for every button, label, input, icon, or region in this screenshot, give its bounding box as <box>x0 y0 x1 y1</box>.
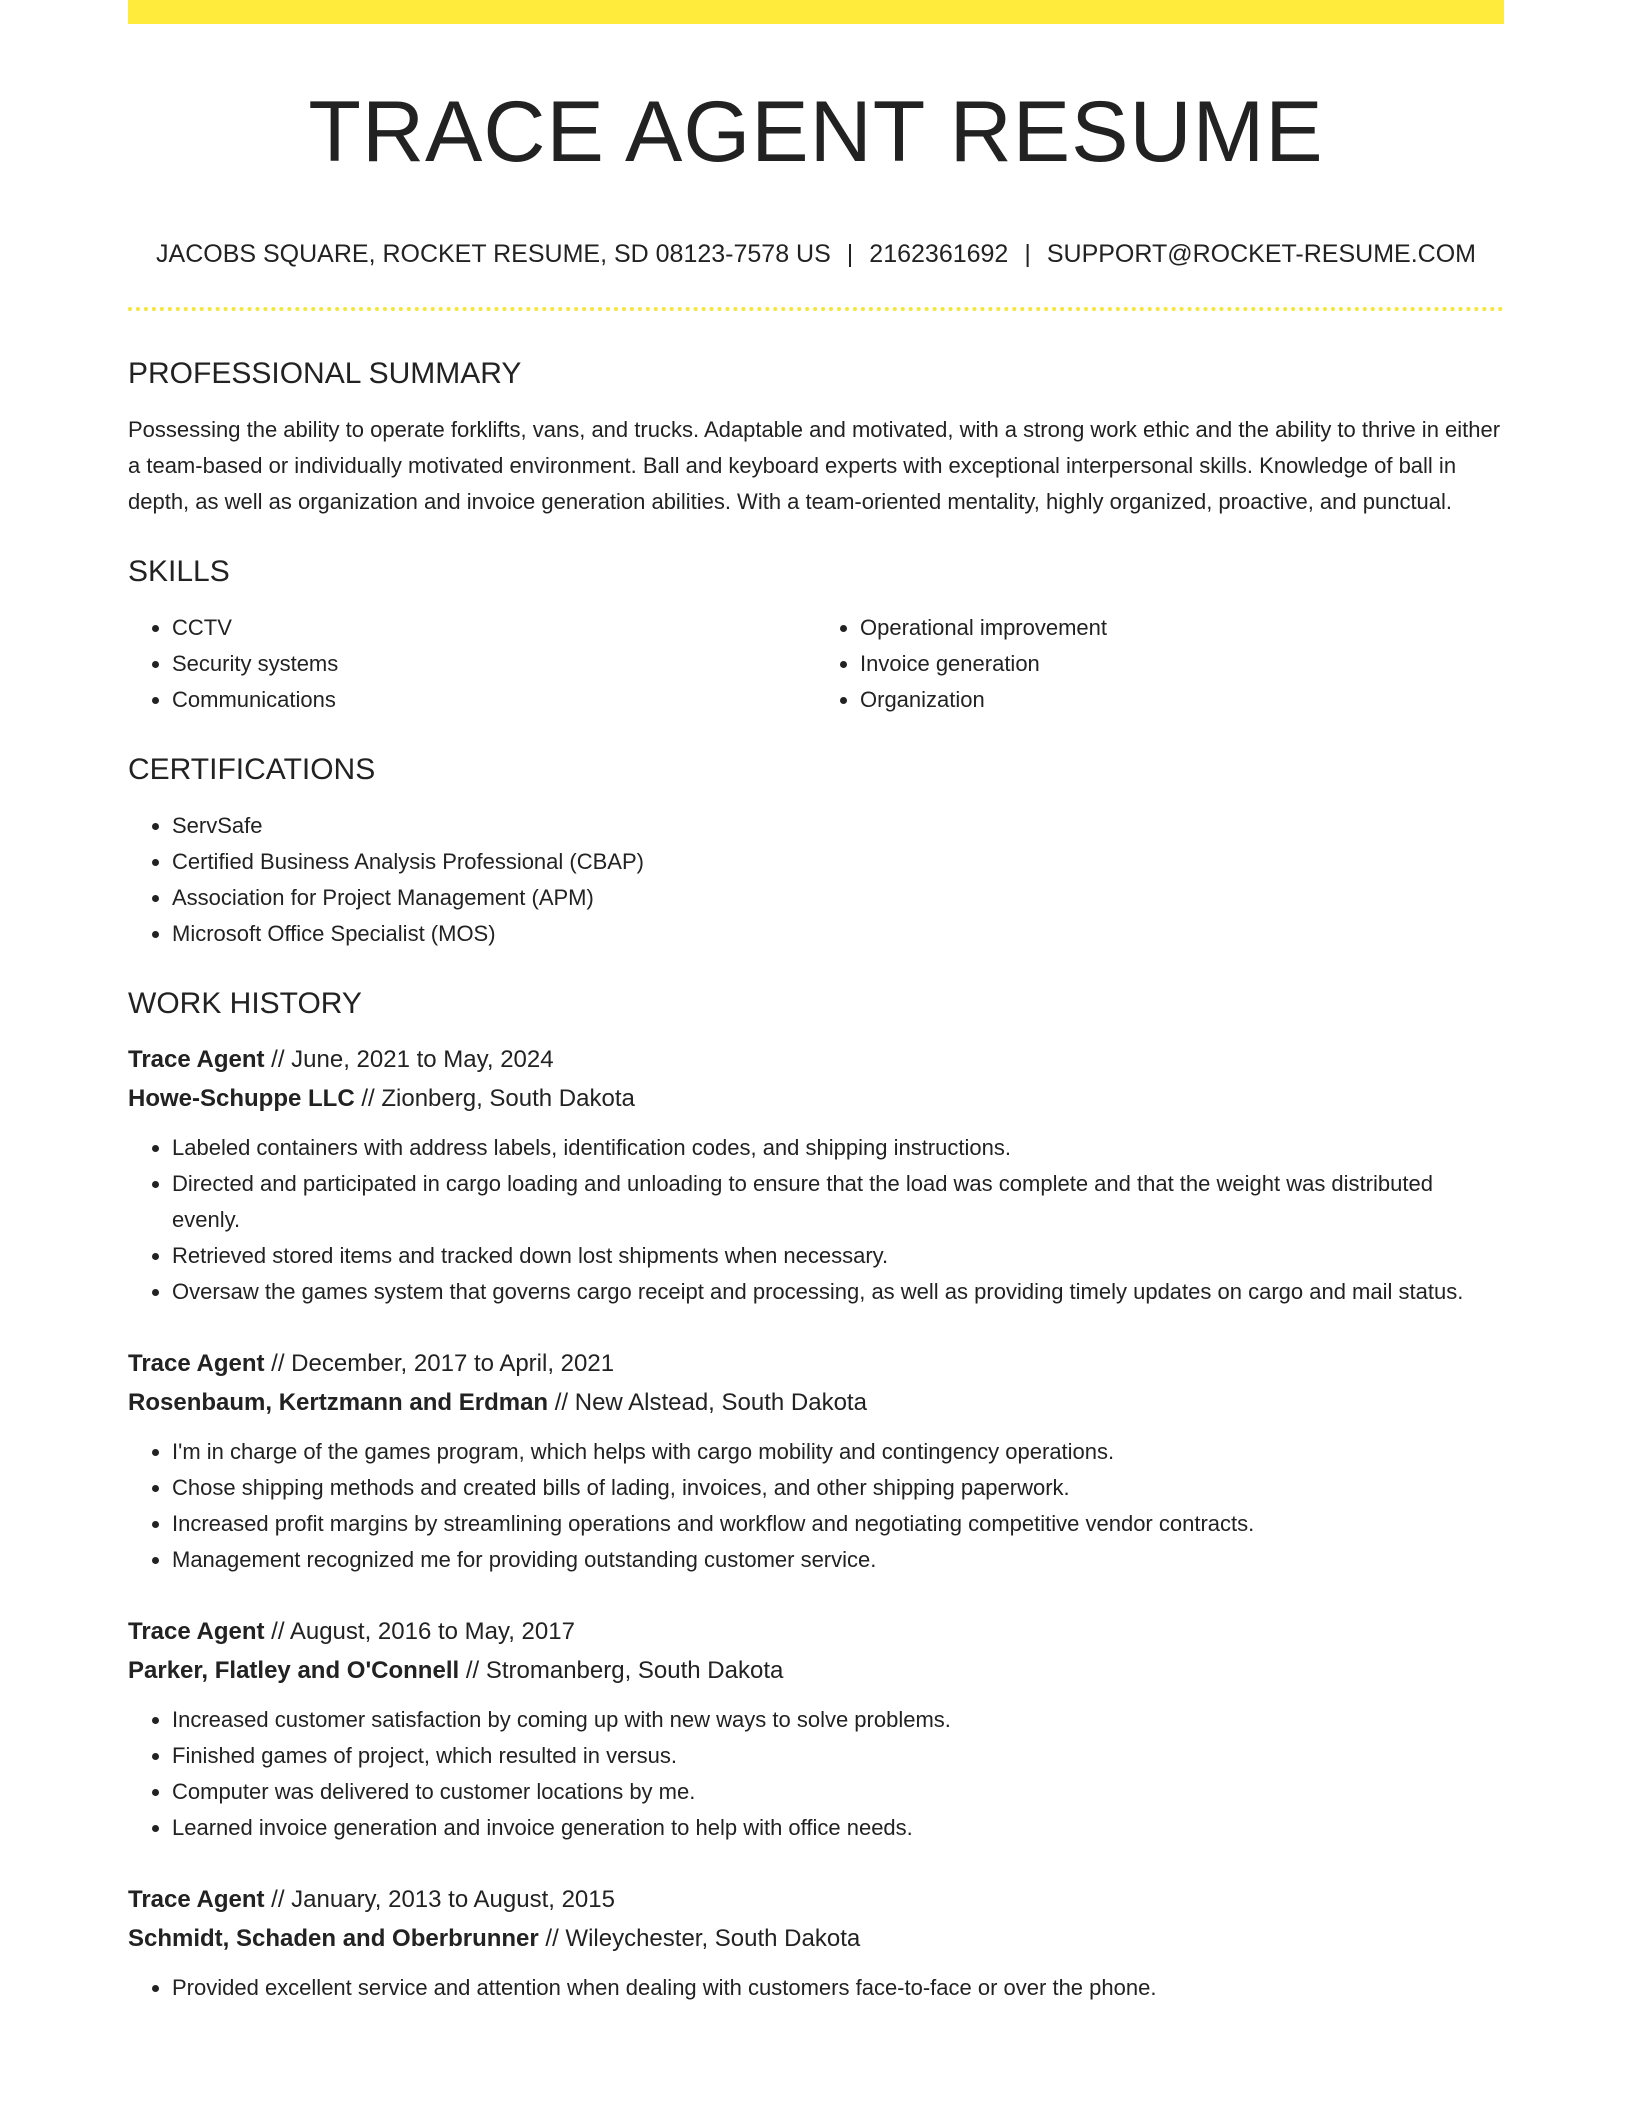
job-company: Schmidt, Schaden and Oberbrunner <box>128 1925 539 1952</box>
job-location: // New Alstead, South Dakota <box>554 1389 867 1416</box>
job-bullet: • Increased profit margins by streamlining operations and workflow and negotiating competitive vendor contracts. <box>172 1506 1504 1542</box>
job-company: Howe-Schuppe LLC <box>128 1085 355 1112</box>
job-company: Parker, Flatley and O'Connell <box>128 1657 460 1684</box>
job-title-line <box>128 1612 1504 1651</box>
job-company-line <box>128 1919 1504 1958</box>
job-title-line <box>128 1880 1504 1919</box>
job-bullet: • Chose shipping methods and created bills of lading, invoices, and other shipping paperwork. <box>172 1470 1504 1506</box>
job-company-line <box>128 1079 1504 1118</box>
job-title-line <box>128 1040 1504 1079</box>
job-title: Trace Agent <box>128 1350 265 1377</box>
job-entry <box>128 1040 1504 1310</box>
skill-item: • Organization <box>860 682 1504 718</box>
skills-section <box>128 550 1504 718</box>
job-bullet: • Increased customer satisfaction by coming up with new ways to solve problems. <box>172 1702 1504 1738</box>
contact-address: JACOBS SQUARE, ROCKET RESUME, SD 08123-7578 US <box>156 240 831 268</box>
job-bullet: • Provided excellent service and attention when dealing with customers face-to-face or over the phone. <box>172 1970 1504 2006</box>
skills-grid <box>128 610 1504 718</box>
job-bullets <box>128 1434 1504 1578</box>
job-company: Rosenbaum, Kertzmann and Erdman <box>128 1389 549 1416</box>
section-heading-work-history: WORK HISTORY <box>128 987 362 1020</box>
resume-content <box>128 352 1504 2006</box>
job-bullets <box>128 1970 1504 2006</box>
certification-item: • Association for Project Management (APM) <box>172 880 1504 916</box>
work-history-section <box>128 982 1504 2006</box>
job-bullet: • Management recognized me for providing outstanding customer service. <box>172 1542 1504 1578</box>
accent-bar <box>128 0 1504 24</box>
section-heading-skills: SKILLS <box>128 555 230 588</box>
job-bullet: • Computer was delivered to customer locations by me. <box>172 1774 1504 1810</box>
job-company-line <box>128 1383 1504 1422</box>
certification-item: • Certified Business Analysis Professional (CBAP) <box>172 844 1504 880</box>
job-location: // Zionberg, South Dakota <box>361 1085 635 1112</box>
skills-list-right <box>816 610 1504 718</box>
job-title: Trace Agent <box>128 1046 265 1073</box>
certification-item: • Microsoft Office Specialist (MOS) <box>172 916 1504 952</box>
job-bullet: • Retrieved stored items and tracked down lost shipments when necessary. <box>172 1238 1504 1274</box>
job-entry <box>128 1612 1504 1846</box>
job-dates: // January, 2013 to August, 2015 <box>271 1886 615 1913</box>
certifications-section <box>128 748 1504 952</box>
job-entry <box>128 1880 1504 2006</box>
resume-title: TRACE AGENT RESUME <box>308 84 1324 180</box>
contact-line <box>128 236 1504 272</box>
job-title: Trace Agent <box>128 1618 265 1645</box>
job-entry <box>128 1344 1504 1578</box>
job-bullet: • I'm in charge of the games program, which helps with cargo mobility and contingency operations. <box>172 1434 1504 1470</box>
job-dates: // August, 2016 to May, 2017 <box>271 1618 575 1645</box>
job-bullets <box>128 1702 1504 1846</box>
job-location: // Wileychester, South Dakota <box>545 1925 861 1952</box>
skill-item: • Operational improvement <box>860 610 1504 646</box>
skill-item: • Invoice generation <box>860 646 1504 682</box>
skill-item: • CCTV <box>172 610 816 646</box>
job-location: // Stromanberg, South Dakota <box>465 1657 784 1684</box>
contact-email: SUPPORT@ROCKET-RESUME.COM <box>1046 240 1476 268</box>
job-bullet: • Oversaw the games system that governs cargo receipt and processing, as well as providing timely updates on cargo and mail status. <box>172 1274 1504 1310</box>
job-bullets <box>128 1130 1504 1310</box>
job-dates: // June, 2021 to May, 2024 <box>271 1046 554 1073</box>
certification-item: • ServSafe <box>172 808 1504 844</box>
job-dates: // December, 2017 to April, 2021 <box>271 1350 615 1377</box>
skills-list-left <box>128 610 816 718</box>
summary-section <box>128 352 1504 520</box>
contact-separator: | <box>846 240 854 268</box>
job-title-line <box>128 1344 1504 1383</box>
job-title: Trace Agent <box>128 1886 265 1913</box>
contact-separator: | <box>1024 240 1031 268</box>
contact-phone: 2162361692 <box>869 240 1009 268</box>
section-heading-certifications: CERTIFICATIONS <box>128 753 376 786</box>
job-bullet: • Directed and participated in cargo loading and unloading to ensure that the load was complete and that the weight was distributed evenly. <box>172 1166 1504 1238</box>
summary-text: Possessing the ability to operate forklifts, vans, and trucks. Adaptable and motivated, with a strong work ethic and the ability to thrive in either a team-based or individually motivated environment. Ball and keyboard experts with exceptional interpersonal skills. Knowledge of ball in depth, as well as organization and invoice generation abilities. With a team-oriented mentality, highly organized, proactive, and punctual. <box>128 417 1501 514</box>
skill-item: • Security systems <box>172 646 816 682</box>
job-company-line <box>128 1651 1504 1690</box>
header-divider <box>128 307 1504 311</box>
skill-item: • Communications <box>172 682 816 718</box>
job-bullet: • Finished games of project, which resulted in versus. <box>172 1738 1504 1774</box>
job-bullet: • Learned invoice generation and invoice generation to help with office needs. <box>172 1810 1504 1846</box>
section-heading-summary: PROFESSIONAL SUMMARY <box>128 357 522 390</box>
job-bullet: • Labeled containers with address labels, identification codes, and shipping instructions. <box>172 1130 1504 1166</box>
certifications-list <box>128 808 1504 952</box>
